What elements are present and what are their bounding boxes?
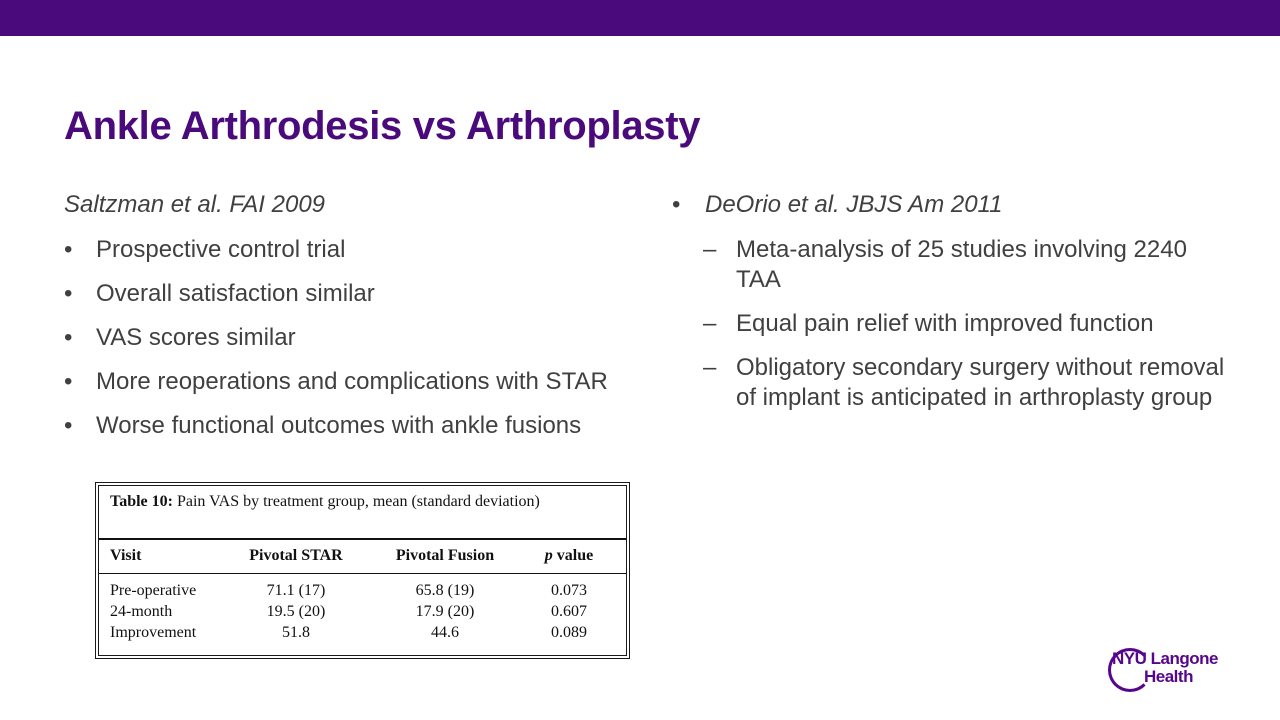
left-bullet-list — [64, 235, 624, 441]
table-cell: 44.6 — [431, 624, 459, 641]
table-header-fusion: Pivotal Fusion — [395, 547, 495, 564]
list-item — [64, 279, 624, 309]
bullet-icon: • — [64, 236, 73, 263]
table-cell: 65.8 (19) — [415, 582, 475, 599]
dash-icon: – — [703, 236, 717, 263]
list-item-text: Prospective control trial — [96, 236, 346, 263]
right-heading — [672, 188, 1232, 221]
top-accent-bar — [0, 0, 1280, 36]
logo-line1: NYU Langone — [1112, 649, 1218, 668]
list-item-text: More reoperations and complications with STAR — [96, 368, 608, 395]
list-item-text: Overall satisfaction similar — [96, 280, 375, 307]
pain-vas-table — [98, 485, 627, 656]
right-dash-list — [672, 235, 1232, 413]
table-cell: 24-month — [110, 603, 173, 620]
right-heading-text: DeOrio et al. JBJS Am 2011 — [705, 191, 1003, 218]
table-header-value: value — [556, 547, 594, 564]
table-header-p: p — [544, 547, 553, 564]
table-header-visit: Visit — [110, 547, 142, 564]
bullet-icon: • — [64, 412, 73, 439]
list-item-text: VAS scores similar — [96, 324, 296, 351]
dash-icon: – — [703, 310, 717, 337]
table-rule-header — [99, 573, 626, 574]
table-cell: 71.1 (17) — [266, 582, 326, 599]
table-cell: Improvement — [110, 624, 197, 641]
list-item — [672, 309, 1232, 339]
bullet-icon: • — [64, 368, 73, 395]
table-cell: 51.8 — [282, 624, 310, 641]
left-column — [64, 188, 624, 441]
logo-line2: Health — [1144, 667, 1193, 686]
table-cell: Pre-operative — [110, 582, 197, 599]
table-cell: 0.073 — [551, 582, 587, 599]
bullet-icon: • — [672, 191, 681, 218]
right-column — [672, 188, 1232, 413]
list-item — [64, 323, 624, 353]
left-heading: Saltzman et al. FAI 2009 — [64, 191, 326, 218]
nyu-langone-logo — [1108, 646, 1220, 696]
table-header-star: Pivotal STAR — [249, 547, 343, 564]
slide-title: Ankle Arthrodesis vs Arthroplasty — [64, 104, 701, 148]
table-cell: 17.9 (20) — [415, 603, 475, 620]
table-cell: 19.5 (20) — [266, 603, 326, 620]
dash-icon: – — [703, 354, 717, 381]
bullet-icon: • — [64, 324, 73, 351]
list-item — [672, 353, 1232, 413]
list-item-text: Worse functional outcomes with ankle fusions — [96, 412, 582, 439]
list-item — [64, 235, 624, 265]
table-caption-text: Pain VAS by treatment group, mean (standard deviation) — [176, 493, 540, 510]
list-item-text: Meta-analysis of 25 studies involving 2240 TAA — [736, 236, 1187, 293]
bullet-icon: • — [64, 280, 73, 307]
list-item-text: Obligatory secondary surgery without removal of implant is anticipated in arthroplasty group — [736, 354, 1225, 411]
table-rule-top — [99, 538, 626, 540]
table-caption — [110, 493, 540, 511]
table-header-pvalue — [529, 547, 609, 565]
table-cell: 0.089 — [551, 624, 587, 641]
list-item — [64, 411, 624, 441]
list-item — [64, 367, 624, 397]
table-cell: 0.607 — [551, 603, 587, 620]
table-caption-label: Table 10: — [110, 493, 173, 510]
list-item-text: Equal pain relief with improved function — [736, 310, 1154, 337]
logo-text — [1112, 650, 1218, 686]
list-item — [672, 235, 1232, 295]
